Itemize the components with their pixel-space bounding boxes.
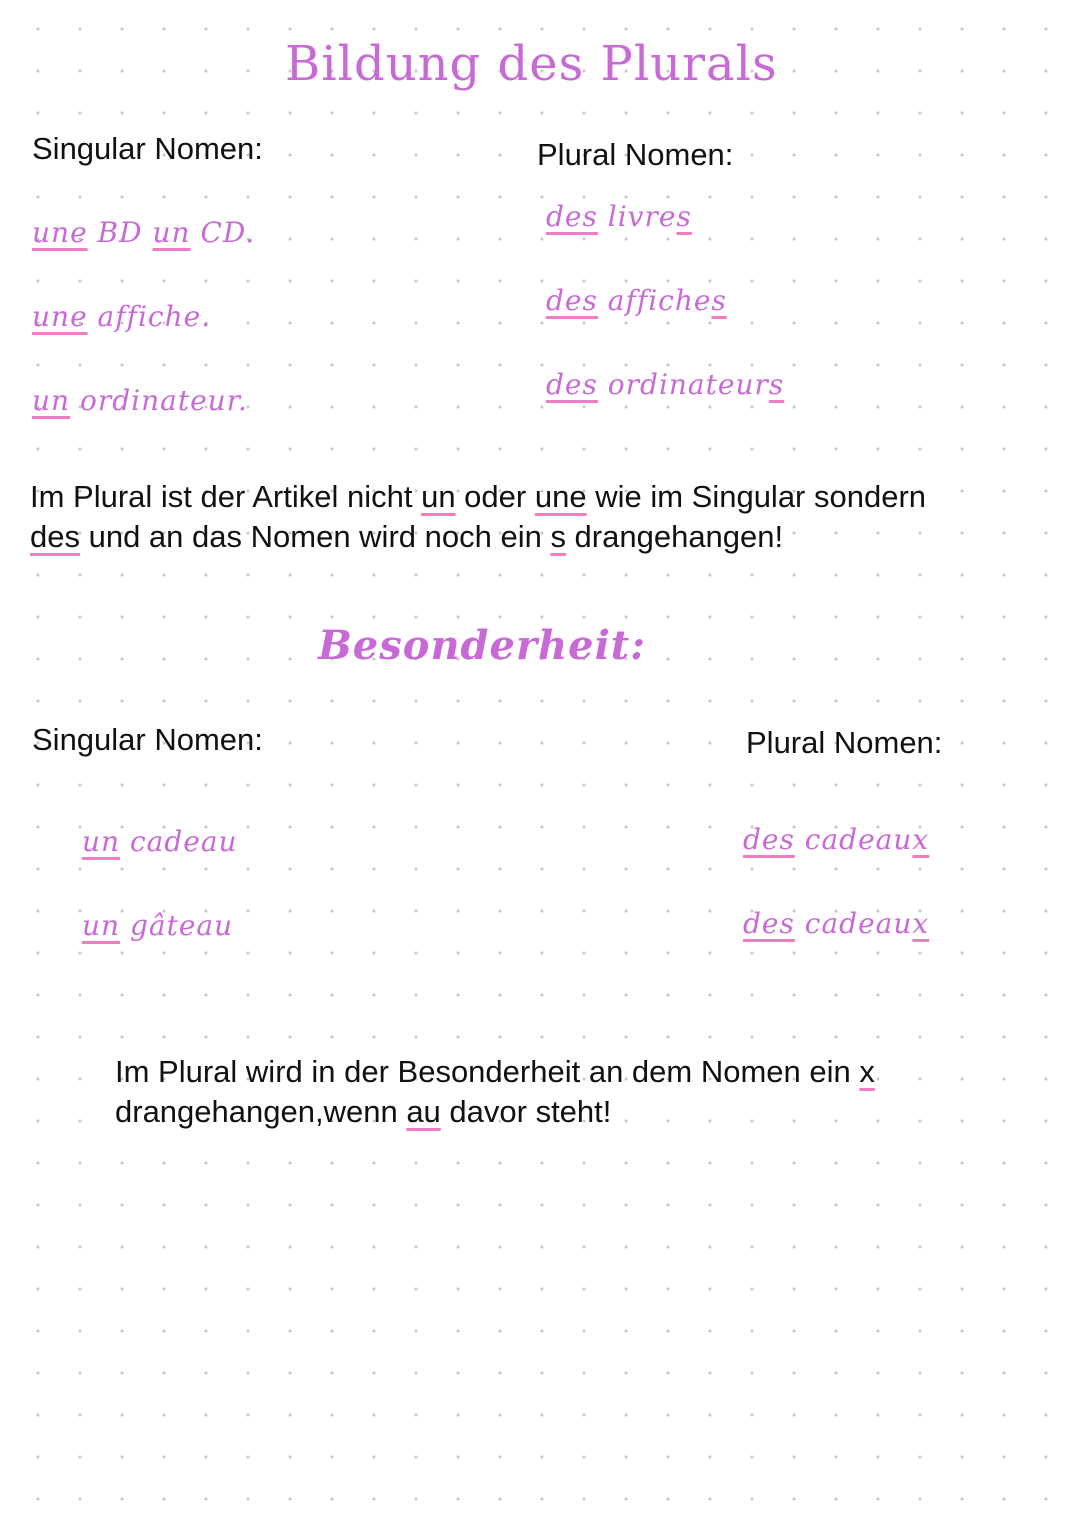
underlined-word: des <box>546 368 598 401</box>
text-segment: und an das Nomen wird noch ein <box>79 519 551 554</box>
rule-2-line-1 <box>115 1052 1045 1092</box>
text-segment: cadeau <box>794 823 913 856</box>
plural-header-2: Plural Nomen: <box>746 725 943 760</box>
text-segment: gâteau <box>120 909 234 942</box>
underlined-word: un <box>32 384 71 417</box>
text-segment: cadeau <box>120 825 238 858</box>
underlined-word: x <box>859 1054 875 1089</box>
underlined-word: des <box>30 519 80 554</box>
rule-1-line-1 <box>30 477 1050 517</box>
underlined-word: x <box>912 823 930 856</box>
underlined-word: un <box>421 479 456 514</box>
plural-entry-3 <box>546 368 784 401</box>
singular-entry-2 <box>32 300 211 333</box>
text-segment: drangehangen! <box>565 519 784 554</box>
text-segment: wie im Singular sondern <box>586 479 927 514</box>
underlined-word: x <box>912 907 930 940</box>
section-title-besonderheit: Besonderheit: <box>318 622 646 669</box>
singular-entry-5 <box>82 909 233 942</box>
underlined-word: une <box>32 216 88 249</box>
underlined-word: au <box>406 1094 441 1129</box>
underlined-word: s <box>676 200 692 233</box>
rule-2-line-2 <box>115 1092 1045 1132</box>
singular-entry-1 <box>32 216 255 249</box>
underlined-word: des <box>743 823 795 856</box>
text-segment: davor steht! <box>440 1094 612 1129</box>
rule-paragraph-2 <box>115 1052 1045 1132</box>
plural-entry-4 <box>743 823 929 856</box>
text-segment: Im Plural wird in der Besonderheit an dem Nomen ein <box>115 1054 860 1089</box>
text-segment: CD. <box>190 216 256 249</box>
underlined-word: s <box>768 368 785 401</box>
text-segment: ordinateur <box>597 368 769 401</box>
underlined-word: s <box>550 519 566 554</box>
singular-header-2: Singular Nomen: <box>32 722 263 757</box>
plural-header: Plural Nomen: <box>537 137 734 172</box>
plural-entry-1 <box>546 200 692 233</box>
underlined-word: un <box>82 825 121 858</box>
singular-entry-4 <box>82 825 238 858</box>
text-segment: ordinateur. <box>70 384 248 417</box>
text-segment: livre <box>597 200 677 233</box>
underlined-word: une <box>32 300 88 333</box>
text-segment: cadeau <box>794 907 913 940</box>
rule-1-line-2 <box>30 517 1050 557</box>
singular-entry-3 <box>32 384 248 417</box>
page-title: Bildung des Plurals <box>285 36 778 92</box>
underlined-word: s <box>711 284 727 317</box>
text-segment: BD <box>87 216 153 249</box>
text-segment: affiche. <box>87 300 212 333</box>
underlined-word: des <box>546 284 598 317</box>
text-segment: drangehangen,wenn <box>115 1094 407 1129</box>
rule-paragraph-1 <box>30 477 1050 557</box>
plural-entry-2 <box>546 284 727 317</box>
plural-entry-5 <box>743 907 929 940</box>
underlined-word: des <box>743 907 795 940</box>
singular-header: Singular Nomen: <box>32 131 263 166</box>
underlined-word: un <box>82 909 121 942</box>
underlined-word: un <box>152 216 191 249</box>
underlined-word: des <box>546 200 598 233</box>
text-segment: Im Plural ist der Artikel nicht <box>30 479 422 514</box>
text-segment: oder <box>455 479 535 514</box>
text-segment: affiche <box>597 284 712 317</box>
underlined-word: une <box>534 479 587 514</box>
